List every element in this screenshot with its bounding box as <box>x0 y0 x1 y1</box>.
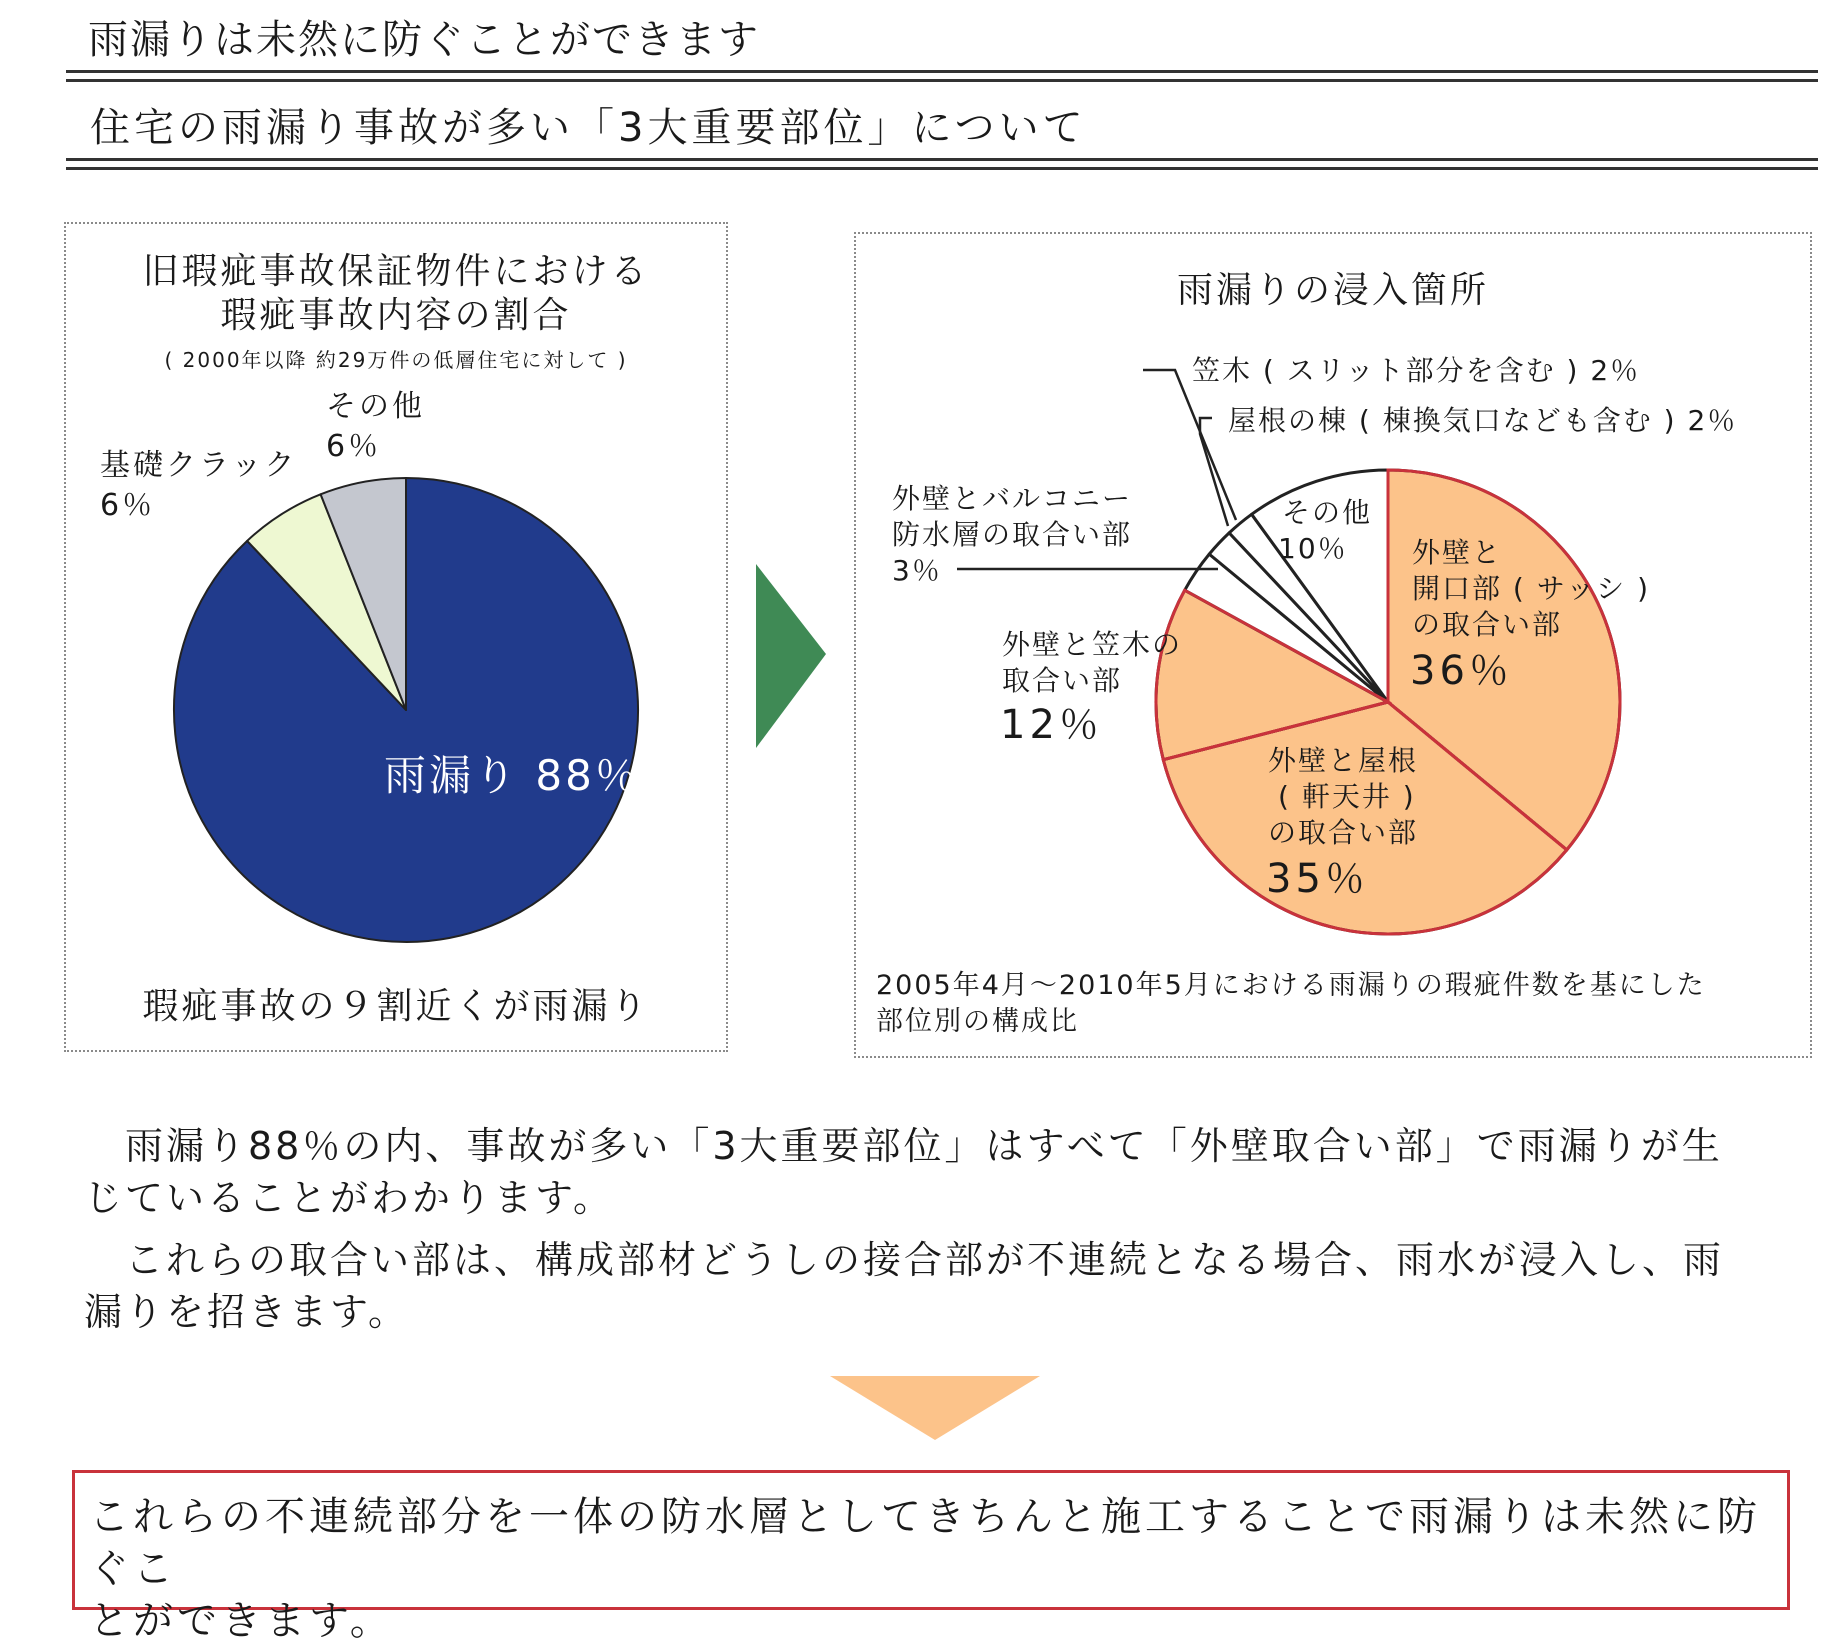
label-sash-line2: 開口部 ( サッシ ) <box>1412 572 1650 605</box>
label-crack-value: 6％ <box>100 488 156 523</box>
left-chart-title-line2: 瑕疵事故内容の割合 <box>220 295 572 336</box>
label-balcony-value: 3％ <box>892 554 942 587</box>
paragraph-2-line2: 漏りを招きます。 <box>84 1290 409 1334</box>
right-pie-chart <box>1156 470 1620 934</box>
label-roof-line3: の取合い部 <box>1268 816 1419 849</box>
label-kasagi: 笠木 ( スリット部分を含む ) 2％ <box>1192 354 1641 387</box>
right-chart-title: 雨漏りの浸入箇所 <box>1176 270 1489 311</box>
label-rain-leak: 雨漏り 88％ <box>384 751 640 800</box>
paragraph-2 <box>84 1234 1784 1338</box>
left-chart-footer: 瑕疵事故の９割近くが雨漏り <box>142 986 650 1027</box>
conclusion-line2: とができます。 <box>89 1598 394 1644</box>
left-chart-title-line1: 旧瑕疵事故保証物件における <box>142 251 650 292</box>
label-sash-value: 36％ <box>1410 648 1513 694</box>
label-other-name: その他 <box>326 389 425 424</box>
label-balcony-line2: 防水層の取合い部 <box>892 518 1133 551</box>
conclusion-line1: これらの不連続部分を一体の防水層としてきちんと施工することで雨漏りは未然に防ぐこ <box>89 1494 1761 1592</box>
left-chart-note: ( 2000年以降 約29万件の低層住宅に対して ) <box>164 348 628 372</box>
paragraph-2-line1: これらの取合い部は、構成部材どうしの接合部が不連続となる場合、雨水が浸入し、雨 <box>84 1238 1725 1282</box>
label-kasagi-joint-value: 12％ <box>1000 702 1103 748</box>
conclusion-box <box>72 1470 1790 1644</box>
label-mune: 屋根の棟 ( 棟換気口なども含む ) 2％ <box>1228 404 1738 437</box>
left-pie-chart <box>174 478 638 942</box>
label-roof-line1: 外壁と屋根 <box>1268 744 1419 777</box>
label-roof-value: 35％ <box>1266 856 1369 902</box>
right-chart-footer-line2: 部位別の構成比 <box>876 1006 1079 1037</box>
right-arrow-icon <box>756 564 826 748</box>
label-right-other-value: 10％ <box>1278 532 1348 565</box>
label-sash-line1: 外壁と <box>1412 536 1503 569</box>
leader-line-kasagi <box>1143 370 1236 520</box>
paragraph-1 <box>84 1120 1784 1224</box>
label-roof-line2: ( 軒天井 ) <box>1278 780 1416 813</box>
label-crack-name: 基礎クラック <box>100 448 298 483</box>
label-right-other-name: その他 <box>1282 496 1373 529</box>
leader-line-mune <box>1200 418 1228 526</box>
page-title: 雨漏りは未然に防ぐことができます <box>88 17 760 63</box>
paragraph-1-line2: じていることがわかります。 <box>84 1176 614 1220</box>
right-chart-footer-line1: 2005年4月～2010年5月における雨漏りの瑕疵件数を基にした <box>876 970 1706 1001</box>
paragraph-1-line1: 雨漏り88％の内、事故が多い「3大重要部位」はすべて「外壁取合い部」で雨漏りが生 <box>84 1124 1723 1168</box>
label-sash-line3: の取合い部 <box>1412 608 1563 641</box>
label-kasagi-joint-line2: 取合い部 <box>1002 664 1123 697</box>
label-other-value: 6％ <box>326 429 382 464</box>
down-arrow-icon <box>830 1376 1040 1440</box>
label-balcony-line1: 外壁とバルコニー <box>892 482 1133 515</box>
label-kasagi-joint-line1: 外壁と笠木の <box>1002 628 1183 661</box>
section-subtitle: 住宅の雨漏り事故が多い「3大重要部位」について <box>90 105 1087 151</box>
